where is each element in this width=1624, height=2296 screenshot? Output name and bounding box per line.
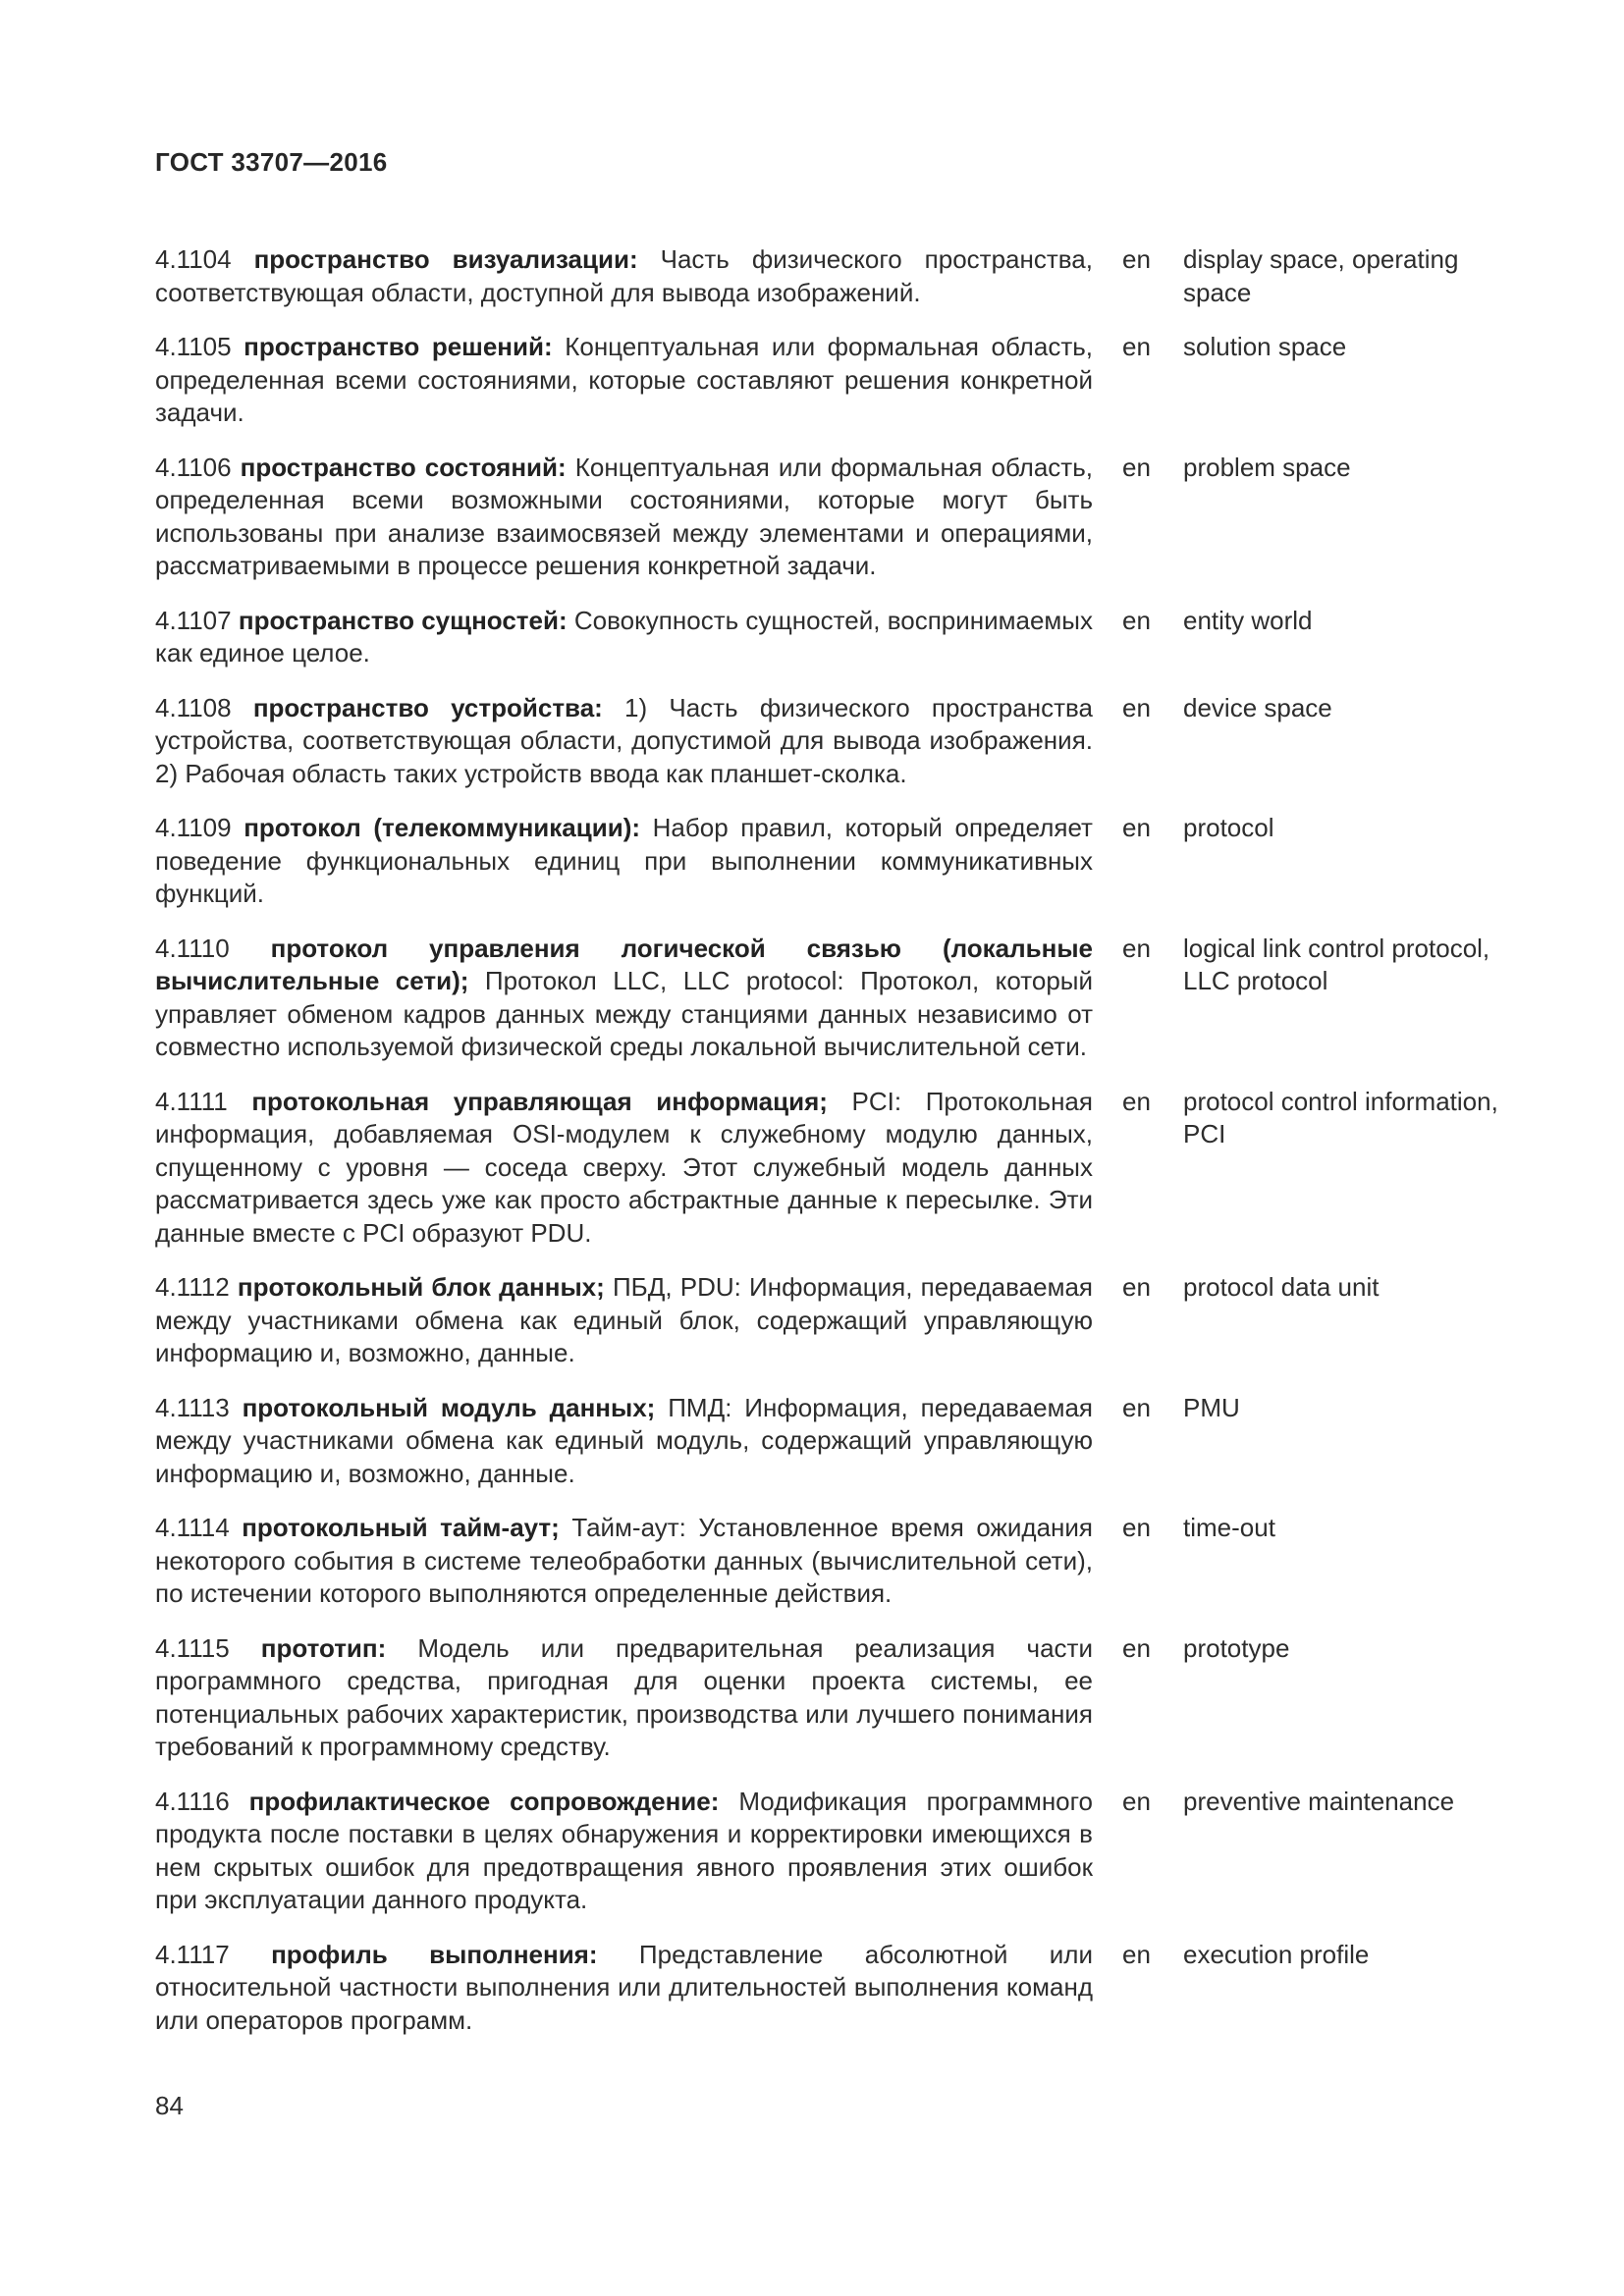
term-language: en bbox=[1122, 933, 1151, 963]
term-entry-text bbox=[155, 812, 1093, 911]
term-definition: Совокупность сущностей, воспринимаемых как единое целое. bbox=[155, 605, 1093, 667]
term-name: протокольный блок данных; bbox=[237, 1272, 605, 1302]
term-entry-text bbox=[155, 331, 1093, 430]
term-entry bbox=[155, 1086, 1530, 1251]
term-entry bbox=[155, 1786, 1530, 1917]
term-entry bbox=[155, 1632, 1530, 1764]
term-definition: PCI: Протокольная информация, добавляемая OSI-модулем к служебному модулю данных, спущенному с уровня — соседа сверху. Этот служебный модель данных рассматривается здесь уже как просто абстрактные данные к пересылке. Эти данные вместе с PCI образуют PDU. bbox=[155, 1086, 1093, 1248]
term-number: 4.1116 bbox=[155, 1786, 230, 1816]
term-language: en bbox=[1122, 1939, 1151, 1969]
term-language: en bbox=[1122, 1632, 1151, 1663]
term-english-equivalent: device space bbox=[1183, 692, 1332, 722]
term-entry-text bbox=[155, 243, 1093, 309]
term-entry-text bbox=[155, 1786, 1093, 1917]
term-definition: Протокол LLC, LLC protocol: Протокол, который управляет обменом кадров данных между станциями данных независимо от совместно используемой физической среды локальной вычислительной сети. bbox=[155, 966, 1093, 1061]
term-english-equivalent: execution profile bbox=[1183, 1939, 1370, 1969]
term-name: профилактическое сопровождение: bbox=[248, 1786, 720, 1816]
term-number: 4.1110 bbox=[155, 933, 230, 963]
term-entry-text bbox=[155, 1632, 1093, 1764]
term-entry-text bbox=[155, 933, 1093, 1064]
term-entry-text bbox=[155, 692, 1093, 791]
term-entry bbox=[155, 1512, 1530, 1611]
term-english-equivalent: protocol bbox=[1183, 813, 1274, 842]
term-definition: ПМД: Информация, передаваемая между участниками обмена как единый модуль, содержащий управляющую информацию и, возможно, данные. bbox=[155, 1392, 1093, 1488]
term-language: en bbox=[1122, 1786, 1151, 1816]
term-language: en bbox=[1122, 692, 1151, 722]
term-english-equivalent: protocol control information, PCI bbox=[1183, 1086, 1498, 1148]
term-definition: ПБД, PDU: Информация, передаваемая между участниками обмена как единый блок, содержащий управляющую информацию и, возможно, данные. bbox=[155, 1272, 1093, 1367]
term-definition: 1) Часть физического пространства устройства, соответствующая области, допустимой для вывода изображения. 2) Рабочая область таких устройств ввода как планшет-сколка. bbox=[155, 692, 1093, 788]
term-number: 4.1108 bbox=[155, 692, 232, 722]
term-english-equivalent: display space, operating space bbox=[1183, 244, 1459, 307]
term-entry bbox=[155, 1392, 1530, 1491]
term-language: en bbox=[1122, 1513, 1151, 1542]
term-name: пространство визуализации: bbox=[253, 244, 638, 274]
term-entry-text bbox=[155, 1392, 1093, 1491]
term-language: en bbox=[1122, 244, 1151, 274]
term-language: en bbox=[1122, 1272, 1151, 1302]
term-english-equivalent: time-out bbox=[1183, 1513, 1275, 1542]
term-definition: Концептуальная или формальная область, определенная всеми состояниями, которые составляют решения конкретной задачи. bbox=[155, 332, 1093, 427]
term-entry bbox=[155, 933, 1530, 1064]
term-definition: Часть физического пространства, соответствующая области, доступной для вывода изображений. bbox=[155, 244, 1093, 307]
term-definition: Модификация программного продукта после поставки в целях обнаружения и корректировки имеющихся в нем скрытых ошибок для предотвращения явного проявления этих ошибок при эксплуатации данного продукта. bbox=[155, 1786, 1094, 1914]
term-language: en bbox=[1122, 813, 1151, 842]
term-entry bbox=[155, 331, 1530, 430]
term-name: пространство решений: bbox=[244, 332, 553, 361]
term-entry bbox=[155, 605, 1530, 670]
document-standard-header: ГОСТ 33707—2016 bbox=[155, 147, 388, 177]
term-entry-text bbox=[155, 452, 1093, 583]
term-english-equivalent: entity world bbox=[1183, 605, 1313, 635]
term-definition: Модель или предварительная реализация части программного средства, пригодная для оценки проекта системы, ее потенциальных рабочих характеристик, производства или лучшего понимания требований к программному средству. bbox=[155, 1632, 1093, 1761]
term-entry-text bbox=[155, 1086, 1093, 1251]
term-english-equivalent: solution space bbox=[1183, 332, 1347, 361]
term-english-equivalent: logical link control protocol, LLC protocol bbox=[1183, 933, 1490, 995]
term-number: 4.1115 bbox=[155, 1632, 230, 1663]
term-entry bbox=[155, 243, 1530, 309]
term-name: протокол (телекоммуникации): bbox=[244, 813, 641, 842]
term-number: 4.1117 bbox=[155, 1939, 230, 1969]
term-definition: Набор правил, который определяет поведение функциональных единиц при выполнении коммуникативных функций. bbox=[155, 813, 1093, 908]
term-name: профиль выполнения: bbox=[271, 1939, 598, 1969]
term-language: en bbox=[1122, 605, 1151, 635]
term-number: 4.1109 bbox=[155, 813, 232, 842]
term-definition: Тайм-аут: Установленное время ожидания некоторого события в системе телеобработки данных (вычислительной сети), по истечении которого выполняются определенные действия. bbox=[155, 1513, 1093, 1608]
term-english-equivalent: preventive maintenance bbox=[1183, 1786, 1455, 1816]
term-definition: Концептуальная или формальная область, определенная всеми возможными состояниями, которые могут быть использованы при анализе взаимосвязей между элементами и операциями, рассматриваемыми в процессе решения конкретной задачи. bbox=[155, 452, 1093, 580]
term-definition: Представление абсолютной или относительной частности выполнения или длительностей выполнения команд или операторов программ. bbox=[155, 1939, 1093, 2035]
term-name: протокольный модуль данных; bbox=[242, 1392, 656, 1422]
term-entry-text bbox=[155, 605, 1093, 670]
term-entry bbox=[155, 1939, 1530, 2038]
term-number: 4.1104 bbox=[155, 244, 232, 274]
term-name: протокольный тайм-аут; bbox=[242, 1513, 560, 1542]
term-name: прототип: bbox=[260, 1632, 387, 1663]
term-number: 4.1112 bbox=[155, 1272, 230, 1302]
term-language: en bbox=[1122, 1392, 1151, 1422]
term-entry bbox=[155, 692, 1530, 791]
term-entry-text bbox=[155, 1939, 1093, 2038]
term-english-equivalent: PMU bbox=[1183, 1392, 1240, 1422]
term-number: 4.1111 bbox=[155, 1086, 228, 1116]
term-entries-list bbox=[155, 243, 1530, 2058]
term-entry bbox=[155, 812, 1530, 911]
term-entry bbox=[155, 1271, 1530, 1370]
term-entry-text bbox=[155, 1512, 1093, 1611]
term-english-equivalent: prototype bbox=[1183, 1632, 1290, 1663]
term-name: пространство устройства: bbox=[252, 692, 603, 722]
term-name: протокольная управляющая информация; bbox=[251, 1086, 828, 1116]
term-number: 4.1105 bbox=[155, 332, 232, 361]
term-name: пространство сущностей: bbox=[238, 605, 568, 635]
term-english-equivalent: protocol data unit bbox=[1183, 1272, 1380, 1302]
term-number: 4.1107 bbox=[155, 605, 232, 635]
term-english-equivalent: problem space bbox=[1183, 452, 1351, 482]
term-number: 4.1106 bbox=[155, 452, 232, 482]
term-name: протокол управления логической связью (локальные вычислительные сети); bbox=[155, 933, 1093, 995]
term-language: en bbox=[1122, 452, 1151, 482]
term-number: 4.1113 bbox=[155, 1392, 230, 1422]
term-number: 4.1114 bbox=[155, 1513, 230, 1542]
term-entry-text bbox=[155, 1271, 1093, 1370]
term-language: en bbox=[1122, 332, 1151, 361]
page-number: 84 bbox=[155, 2091, 184, 2120]
term-name: пространство состояний: bbox=[240, 452, 567, 482]
term-language: en bbox=[1122, 1086, 1151, 1116]
term-entry bbox=[155, 452, 1530, 583]
